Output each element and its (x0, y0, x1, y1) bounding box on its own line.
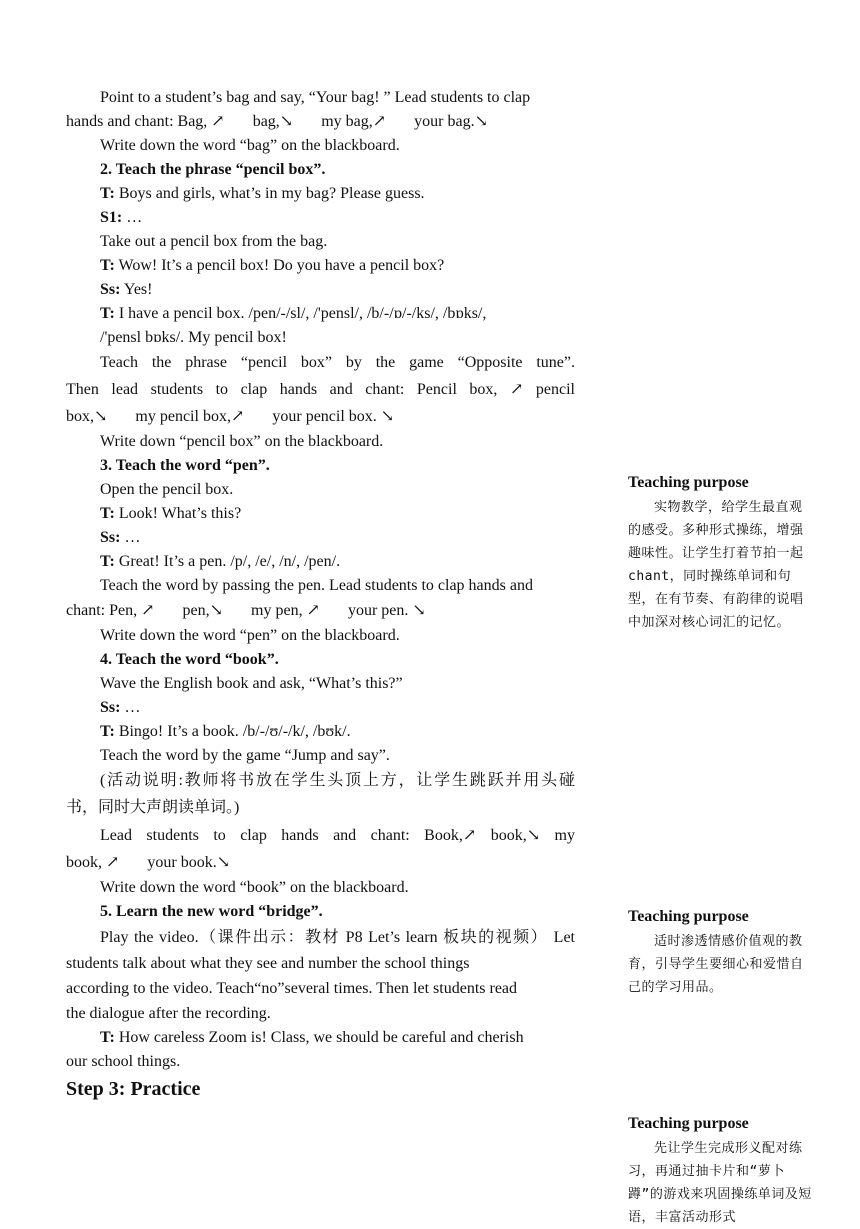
text-line: Open the pencil box. (100, 481, 234, 498)
dialogue-line: Ss: … (100, 699, 141, 716)
text-line: Write down the word “book” on the blackboard. (100, 879, 409, 896)
chant-line: book, ↗ your book.↘ (66, 854, 231, 871)
text-line: 书，同时大声朗读单词。) (66, 799, 240, 816)
teaching-purpose-note (628, 472, 814, 634)
note-title: Teaching purpose (628, 474, 749, 491)
dialogue-line: Ss: … (100, 529, 141, 546)
section-heading: 2. Teach the phrase “pencil box”. (100, 161, 326, 178)
section-heading: 3. Teach the word “pen”. (100, 457, 270, 474)
dialogue-line: S1: … (100, 209, 143, 226)
text-line: according to the video. Teach“no”several times. Then let students read (66, 980, 518, 997)
teaching-purpose-note (628, 1113, 814, 1229)
note-text: 实物教学，给学生最直观的感受。多种形式操练，增强趣味性。让学生打着节拍一起 chant，同时操练单词和句型，在有节奏、有韵律的说唱中加深对核心词汇的记忆。 (628, 500, 804, 630)
text-line: Wave the English book and ask, “What’s this?” (100, 675, 403, 692)
text-line: Write down the word “bag” on the blackboard. (100, 137, 400, 154)
chant-line: hands and chant: Bag, ↗ bag,↘ my bag,↗ your bag.↘ (66, 113, 489, 130)
text-line: Teach the word by the game “Jump and say”. (100, 747, 390, 764)
text-line: Teach the word by passing the pen. Lead students to clap hands and (100, 577, 533, 594)
dialogue-line: Ss: Yes! (100, 281, 153, 298)
teaching-purpose-note (628, 906, 814, 999)
text-line: /'pensl bɒks/. My pencil box! (100, 329, 287, 346)
section-heading: 4. Teach the word “book”. (100, 651, 279, 668)
note-text: 先让学生完成形义配对练习，再通过抽卡片和“萝卜蹲”的游戏来巩固操练单词及短语，丰富活动形式 (628, 1141, 812, 1225)
section-heading: 5. Learn the new word “bridge”. (100, 903, 323, 920)
text-line: (活动说明:教师将书放在学生头顶上方，让学生跳跃并用头碰 (100, 772, 575, 789)
note-title: Teaching purpose (628, 1115, 749, 1132)
dialogue-line: T: Bingo! It’s a book. /b/-/ʊ/-/k/, /bʊk/. (100, 723, 351, 740)
lesson-body (66, 86, 575, 1102)
text-line: our school things. (66, 1053, 181, 1070)
text-line: the dialogue after the recording. (66, 1005, 271, 1022)
dialogue-line: T: Boys and girls, what’s in my bag? Please guess. (100, 185, 425, 202)
text-line: Lead students to clap hands and chant: Book,↗ book,↘ my (100, 827, 575, 844)
text-line: Play the video.（课件出示：教材 P8 Let’s learn 板块的视频） Let (100, 929, 575, 946)
note-title: Teaching purpose (628, 908, 749, 925)
step-heading: Step 3: Practice (66, 1078, 201, 1100)
note-text: 适时渗透情感价值观的教育，引导学生要细心和爱惜自己的学习用品。 (628, 934, 804, 995)
dialogue-line: T: Look! What’s this? (100, 505, 242, 522)
chant-line: box,↘ my pencil box,↗ your pencil box. ↘ (66, 408, 395, 425)
chant-line: chant: Pen, ↗ pen,↘ my pen, ↗ your pen. ↘ (66, 602, 426, 619)
dialogue-line: T: How careless Zoom is! Class, we should be careful and cherish (100, 1029, 524, 1046)
text-line: Write down “pencil box” on the blackboard. (100, 433, 384, 450)
text-line: Take out a pencil box from the bag. (100, 233, 328, 250)
dialogue-line: T: Wow! It’s a pencil box! Do you have a pencil box? (100, 257, 445, 274)
text-line: Teach the phrase “pencil box” by the game “Opposite tune”. (100, 354, 575, 371)
text-line: Write down the word “pen” on the blackboard. (100, 627, 400, 644)
dialogue-line: T: I have a pencil box. /pen/-/sl/, /'pensl/, /b/-/ɒ/-/ks/, /bɒks/, (100, 305, 487, 322)
text-line: students talk about what they see and number the school things (66, 955, 470, 972)
text-line: Then lead students to clap hands and chant: Pencil box, ↗ pencil (66, 381, 575, 398)
text-line: Point to a student’s bag and say, “Your bag! ” Lead students to clap (100, 89, 531, 106)
dialogue-line: T: Great! It’s a pen. /p/, /e/, /n/, /pen/. (100, 553, 341, 570)
